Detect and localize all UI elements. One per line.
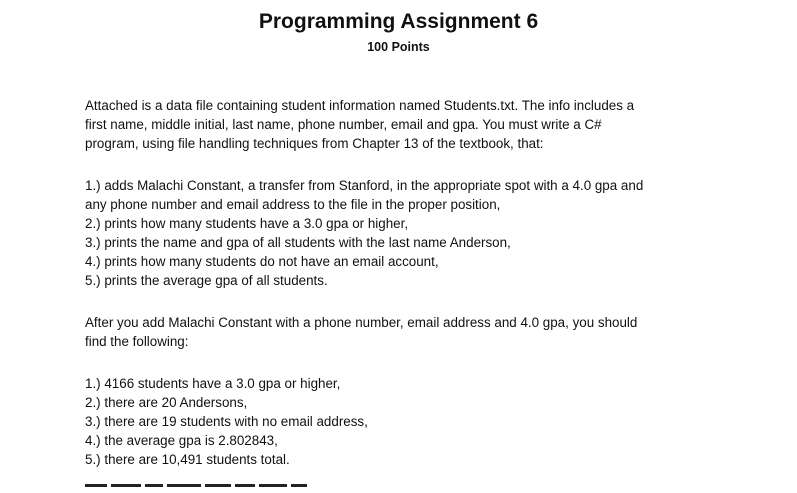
cut-off-text-line bbox=[85, 484, 325, 487]
requirement-line: 2.) prints how many students have a 3.0 gpa or higher, bbox=[85, 216, 409, 231]
intro-line: program, using file handling techniques from Chapter 13 of the textbook, that: bbox=[85, 136, 544, 151]
expected-intro-paragraph bbox=[85, 313, 745, 351]
assignment-title: Programming Assignment 6 bbox=[258, 10, 539, 33]
requirements-list bbox=[85, 176, 745, 290]
intro-line: Attached is a data file containing student information named Students.txt. The info includes a bbox=[85, 98, 635, 113]
requirement-line: 4.) prints how many students do not have an email account, bbox=[85, 254, 439, 269]
intro-paragraph bbox=[85, 96, 745, 153]
requirement-line: 5.) prints the average gpa of all students. bbox=[85, 273, 328, 288]
intro-line: first name, middle initial, last name, phone number, email and gpa. You must write a C# bbox=[85, 117, 602, 132]
points-subtitle: 100 Points bbox=[367, 40, 430, 54]
requirement-line: 3.) prints the name and gpa of all students with the last name Anderson, bbox=[85, 235, 511, 250]
requirement-line: 1.) adds Malachi Constant, a transfer from Stanford, in the appropriate spot with a 4.0 gpa and bbox=[85, 178, 644, 193]
expected-result-line: 5.) there are 10,491 students total. bbox=[85, 452, 290, 467]
expected-result-line: 2.) there are 20 Andersons, bbox=[85, 395, 248, 410]
requirement-line: any phone number and email address to the file in the proper position, bbox=[85, 197, 501, 212]
expected-results-list bbox=[85, 374, 745, 469]
expected-intro-line: find the following: bbox=[85, 334, 189, 349]
expected-result-line: 4.) the average gpa is 2.802843, bbox=[85, 433, 278, 448]
expected-result-line: 1.) 4166 students have a 3.0 gpa or higher, bbox=[85, 376, 341, 391]
expected-result-line: 3.) there are 19 students with no email address, bbox=[85, 414, 368, 429]
expected-intro-line: After you add Malachi Constant with a phone number, email address and 4.0 gpa, you should bbox=[85, 315, 638, 330]
